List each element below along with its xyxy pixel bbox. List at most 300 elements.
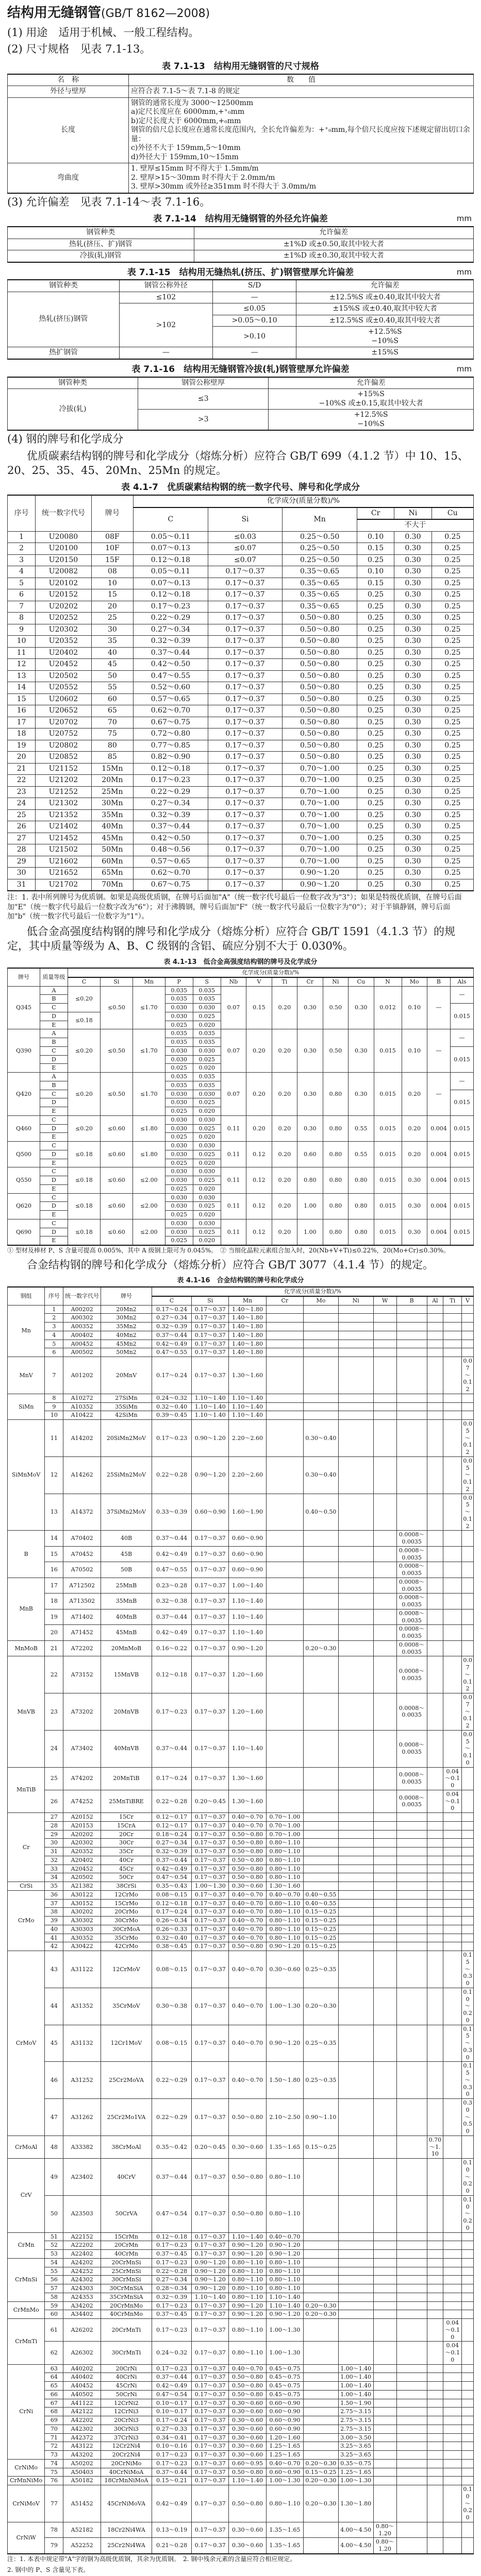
table-cell (338, 2342, 373, 2364)
table-row (8, 1115, 474, 1124)
table-cell: 0.030 (193, 1046, 221, 1055)
table-cell (427, 1562, 443, 1578)
table-cell: 0.08～0.15 (152, 1951, 192, 1988)
table-cell: 0.50～0.80 (283, 647, 357, 659)
table-cell: 7 (8, 601, 36, 613)
table-cell (462, 1942, 474, 1951)
table-cell: 10 (91, 578, 133, 589)
table-row (8, 1813, 474, 1822)
table-cell: 0.025 (193, 1176, 221, 1185)
table-cell (427, 2241, 443, 2250)
table-cell (443, 2408, 462, 2416)
table-cell (338, 1578, 373, 1594)
table-cell (443, 1323, 462, 1331)
table-cell: 1.00～1.30 (266, 2477, 303, 2485)
table-cell: 0.50 (323, 986, 348, 1029)
table-cell: 16 (45, 1562, 63, 1578)
table-row (8, 2293, 474, 2301)
table-cell: 65 (91, 705, 133, 717)
table-cell: 45Cr (101, 1865, 152, 1873)
table-cell (427, 1578, 443, 1594)
table-cell (396, 2485, 427, 2522)
table-cell: 37CrNi3 (101, 2433, 152, 2442)
table-cell: 29 (8, 856, 36, 868)
table-cell: 0.05～0.11 (134, 531, 208, 543)
table-cell: 15Cr (101, 1813, 152, 1822)
table-cell (443, 2276, 462, 2284)
table-cell: 0.07～0.12 (462, 1656, 474, 1693)
table-cell (443, 1420, 462, 1457)
table-cell (396, 2025, 427, 2062)
table-cell: ≤0.18 (68, 1167, 100, 1193)
table-cell: ≤0.07 (208, 554, 283, 566)
table-header-row (8, 74, 474, 86)
table-cell: 0.55 (349, 1115, 374, 1141)
table-cell: 0.40～0.70 (229, 1925, 266, 1934)
table-cell: ≤0.50 (100, 986, 132, 1029)
table-row (8, 163, 474, 193)
table-cell: C (40, 1219, 68, 1228)
table-cell: 0.90～1.20 (283, 868, 357, 879)
table-cell (338, 2195, 373, 2232)
table-cell (373, 1348, 396, 1357)
table-cell: 37 (45, 1899, 63, 1908)
table-cell (443, 2258, 462, 2267)
table-cell (462, 2477, 474, 2485)
table-cell (427, 2399, 443, 2408)
table-cell: A74202 (63, 1767, 101, 1790)
table-cell (373, 1331, 396, 1340)
table-cell: 0.17～0.37 (208, 821, 283, 833)
table-cell: 0.35～0.65 (283, 566, 357, 578)
table-cell: 0.25 (357, 589, 394, 601)
table-cell: 0.17～0.37 (208, 809, 283, 821)
table-cell (303, 1348, 338, 1357)
table-cell: ≤0.18 (68, 1012, 100, 1029)
table-cell (303, 1331, 338, 1340)
table-cell: 42 (45, 1942, 63, 1951)
table-cell: A31252 (63, 2062, 101, 2099)
table-cell: 0.12 (246, 1193, 272, 1219)
table-cell: 0.05～0.12 (462, 1456, 474, 1494)
table-cell: 0.17～0.37 (192, 1865, 229, 1873)
table-cell: 13 (8, 670, 36, 682)
table-cell: 0.025 (165, 1236, 193, 1245)
table-cell: 0.25 (432, 705, 473, 717)
table-cell: 0.17～0.37 (192, 2390, 229, 2399)
table-cell: — (212, 347, 296, 359)
table-cell: 40Mn2 (101, 1331, 152, 1340)
table-row (8, 879, 474, 891)
table-cell (396, 2459, 427, 2468)
table-cell: 0.17～0.37 (192, 2232, 229, 2241)
table-cell: 1.35～1.65 (266, 2522, 303, 2538)
column-header: Cu (432, 507, 473, 520)
table-cell: 0.20～0.30 (303, 2459, 338, 2468)
table-cell: 0.80～1.10 (266, 1925, 303, 1934)
table-row (8, 347, 474, 359)
table-cell (373, 1456, 396, 1494)
table-cell (303, 2425, 338, 2433)
table-cell (443, 2159, 462, 2196)
table-cell: 30CrMnTi (101, 2342, 152, 2364)
table-cell: 35CrMo (101, 1934, 152, 1942)
table-cell: 0.10～0.17 (152, 2408, 192, 2416)
table-cell (427, 2468, 443, 2477)
table-cell: 20CrMo (101, 1908, 152, 1917)
table-cell: A30202 (63, 1908, 101, 1917)
table-cell: 0.32～0.40 (152, 1402, 192, 1411)
table-cell: 0.40～0.70 (229, 2025, 266, 2062)
table-cell: 0.60～0.90 (266, 2416, 303, 2425)
table-cell: 0.25 (357, 624, 394, 636)
table-cell: 35CrMoV (101, 1988, 152, 2025)
table-cell (338, 1693, 373, 1731)
table-cell: A20153 (63, 1821, 101, 1830)
table-cell: 0.17～0.37 (208, 624, 283, 636)
table-cell: 0.17～0.24 (152, 1305, 192, 1314)
table-cell (427, 2522, 443, 2538)
table-cell (396, 1357, 427, 1394)
table-cell (373, 2451, 396, 2460)
table-cell: D (40, 1124, 68, 1133)
table-cell: 0.17～0.37 (192, 2399, 229, 2408)
table-cell: A73202 (63, 1693, 101, 1731)
table-cell (303, 1340, 338, 1348)
table-cell: 0.22～0.28 (152, 1456, 192, 1494)
table-row (8, 670, 474, 682)
table-cell: 0.70～1.00 (283, 798, 357, 810)
table-cell: 0.80 (323, 1193, 348, 1219)
table-cell (266, 1402, 303, 1411)
table-row (8, 2382, 474, 2391)
table-cell (462, 1411, 474, 1420)
table-cell: 0.17～0.37 (208, 578, 283, 589)
table-cell (427, 1402, 443, 1411)
table-cell (462, 2399, 474, 2408)
table-cell: 7 (45, 1357, 63, 1394)
table-cell: 0.50～0.80 (283, 728, 357, 740)
table-cell (427, 1357, 443, 1394)
table-cell: A71452 (63, 1625, 101, 1641)
table-cell (443, 1305, 462, 1314)
table-cell: 0.27～0.33 (152, 2425, 192, 2433)
table-cell (443, 2451, 462, 2460)
table-cell: 1.00～1.40 (338, 2364, 373, 2373)
table-cell: 0.25 (357, 879, 394, 891)
table-cell: 0.17～0.24 (152, 1767, 192, 1790)
table-cell (396, 1331, 427, 1340)
table-cell: 0.025 (165, 1021, 193, 1029)
table-cell: 1. 壁厚≤15mm 时不得大于 1.5mm/m 2. 壁厚>15～30mm 时不得大于 2.0mm/m 3. 壁厚>30mm 或外径≥351mm 时不得大于 3.0mm/m (129, 163, 474, 193)
table-row (8, 1167, 474, 1176)
table-cell (462, 2342, 474, 2364)
table-row (8, 613, 474, 624)
table-cell: 0.0008～0.0035 (396, 1546, 427, 1562)
table-cell (462, 1625, 474, 1641)
table-cell (373, 2159, 396, 2196)
column-header: Als (450, 977, 473, 986)
table-cell: 0.17～0.37 (208, 844, 283, 856)
table-row (8, 2442, 474, 2451)
table-cell: 25MnTiBRE (101, 1790, 152, 1812)
table-cell: B (40, 1081, 68, 1090)
table-row (8, 1656, 474, 1693)
table-cell: 20CrNi3 (101, 2416, 152, 2425)
table-cell: U21502 (36, 844, 91, 856)
table-cell: 0.17～0.37 (192, 1856, 229, 1865)
table-cell: 0.015 (374, 1142, 402, 1167)
table-cell: 0.015 (374, 1167, 402, 1193)
table-cell: — (450, 986, 473, 1004)
table-cell: 41 (45, 1934, 63, 1942)
table-cell: 0.25 (357, 798, 394, 810)
column-header: 钢管公称壁厚 (138, 377, 269, 389)
table-cell: Mn (8, 1305, 45, 1357)
table-cell (338, 1951, 373, 1988)
table-cell: 0.17～0.37 (192, 1546, 229, 1562)
table-cell (462, 2538, 474, 2554)
table-note: 注：1. 表中所列牌号为优质钢。如果是高级优质钢，在牌号后面加"A"（统一数字代号最后一位数字改为"3"）；如果是特级优质钢，在牌号后面加"E"（统一数字代号最后一位数字改为"6"）；对于沸腾钢，牌号后面加"F"（统一数字代号最后一位数字为"0"）；对于半镇静钢，牌号后面加"b"（统一数字代号最后一位数字为"1"）。 (7, 893, 462, 921)
table-cell: 0.25 (432, 647, 473, 659)
table-cell (303, 1693, 338, 1731)
table-cell: 0.20 (246, 1115, 272, 1141)
table-cell (427, 1531, 443, 1547)
table-row (8, 1348, 474, 1357)
table-cell: CrMo (8, 1890, 45, 1951)
table-cell: 0.035 (165, 1073, 193, 1081)
table-row (8, 1951, 474, 1988)
table-cell: 15F (91, 554, 133, 566)
table-cell: 55 (91, 682, 133, 694)
table-cell (443, 1546, 462, 1562)
table-cell: A20502 (63, 1873, 101, 1882)
table-cell: 60 (91, 693, 133, 705)
table-cell: 0.25 (357, 740, 394, 752)
table-cell (338, 1562, 373, 1578)
table-cell: 12 (45, 1456, 63, 1494)
table-cell (266, 1494, 303, 1531)
table-cell (373, 1323, 396, 1331)
table-cell: 0.22～0.29 (134, 786, 208, 798)
table-row (8, 2159, 474, 2196)
table-cell: 0.25～0.50 (283, 554, 357, 566)
column-header: Mn (229, 1296, 266, 1305)
table-cell: 0.17～0.37 (192, 1640, 229, 1656)
table-cell: 0.30 (394, 844, 432, 856)
table-cell (462, 2408, 474, 2416)
table-cell (338, 1730, 373, 1767)
table-cell: 0.12～0.18 (152, 1656, 192, 1693)
table-cell (443, 1821, 462, 1830)
table-cell (462, 2364, 474, 2373)
table-cell: 45Mn2 (101, 1340, 152, 1348)
table-cell: 14 (45, 1531, 63, 1547)
table-cell: 0.80～1.10 (266, 1899, 303, 1908)
table-cell (303, 1830, 338, 1839)
table-cell (396, 1856, 427, 1865)
table-cell: 12 (8, 659, 36, 671)
table-cell: 0.25 (357, 647, 394, 659)
table-cell: 2.20～2.60 (229, 1456, 266, 1494)
table-cell (266, 1562, 303, 1578)
table-cell: A00352 (63, 1323, 101, 1331)
table-cell (373, 1640, 396, 1656)
table-cell: 0.17～0.37 (192, 2025, 229, 2062)
table-cell: 0.17～0.37 (192, 1839, 229, 1848)
table-cell: 热扩钢管 (8, 347, 120, 359)
table-cell: 0.40～0.70 (266, 1890, 303, 1899)
table-cell: A40502 (63, 2390, 101, 2399)
table-cell: 0.25 (357, 856, 394, 868)
table-cell (427, 2416, 443, 2425)
table-cell: 35 (45, 1882, 63, 1891)
table-cell: 0.21～0.28 (152, 2538, 192, 2554)
table-cell: 0.20～0.30 (303, 2485, 338, 2522)
table-row (8, 2250, 474, 2259)
table-cell: 0.10 (402, 986, 427, 1029)
table-cell (462, 1609, 474, 1625)
table-cell: 0.26～0.34 (152, 1917, 192, 1925)
table-cell: 0.27～0.34 (152, 1839, 192, 1848)
table-cell: 0.015 (374, 1073, 402, 1116)
table-cell: 0.17～0.37 (208, 566, 283, 578)
table-cell: 8 (8, 613, 36, 624)
table-body (8, 292, 474, 359)
table-cell (443, 2382, 462, 2391)
table-cell: 45MnB (101, 1625, 152, 1641)
table-cell (303, 2390, 338, 2399)
table-cell: 44 (45, 1988, 63, 2025)
table-cell (338, 2241, 373, 2250)
table-cell (303, 1790, 338, 1812)
table-cell: 0.42～0.49 (152, 1340, 192, 1348)
table-cell: ≤0.18 (68, 1142, 100, 1167)
column-header: V (462, 1296, 474, 1305)
table-cell (443, 2099, 462, 2136)
table-cell (443, 1839, 462, 1848)
table-note: 注：1. 本表中规定带"A"字的钢为高级优质钢，其余为优质钢。 2. 钢中残余元素的含量应符合相应规定。 (7, 2555, 296, 2563)
column-header: Si (100, 977, 132, 986)
table-cell: A24252 (63, 2267, 101, 2276)
table-cell: 75 (45, 2468, 63, 2477)
table-cell: 5 (45, 1340, 63, 1348)
table-cell: 17 (45, 1578, 63, 1594)
table-cell (373, 1813, 396, 1822)
table-cell: 11 (8, 647, 36, 659)
table-cell: 0.025 (193, 1228, 221, 1236)
table-cell: 0.72～0.80 (134, 728, 208, 740)
table-cell (396, 1873, 427, 1882)
table-cell: 35Cr (101, 1848, 152, 1856)
table-cell: 0.17～0.37 (192, 2522, 229, 2538)
table-cell: 0.07～0.12 (462, 1693, 474, 1731)
table-cell: 0.42～0.49 (152, 1865, 192, 1873)
table-row (8, 705, 474, 717)
table-cell (266, 1420, 303, 1457)
table-cell: 0.30～0.60 (229, 2408, 266, 2416)
table-cell: 0.80～1.10 (229, 2293, 266, 2301)
table-cell: A20202 (63, 1830, 101, 1839)
table-row (8, 389, 474, 410)
table-cell: 47 (45, 2099, 63, 2136)
table-cell: 0.17～0.24 (152, 2416, 192, 2425)
table-cell: 63 (45, 2364, 63, 2373)
table-cell: D (40, 1150, 68, 1159)
table-cell: 0.30～0.60 (229, 2416, 266, 2425)
table-cell: 0.17～0.23 (152, 2241, 192, 2250)
table-cell: 0.60～0.90 (266, 2408, 303, 2416)
table-cell: MnMoB (8, 1640, 45, 1656)
table-row (8, 2099, 474, 2136)
table-cell: 0.30 (394, 578, 432, 589)
table-cell (338, 1908, 373, 1917)
table-cell: 0.030 (165, 1150, 193, 1159)
table-cell: A43202 (63, 2451, 101, 2460)
table-cell: 0.30 (394, 543, 432, 555)
table-cell: A23503 (63, 2195, 101, 2232)
table-cell: 0.17～0.23 (152, 1693, 192, 1731)
table-row (8, 589, 474, 601)
table-cell: 0.90～1.20 (266, 1942, 303, 1951)
table-cell (443, 2459, 462, 2468)
table-cell (338, 1656, 373, 1693)
table-cell: 0.17～0.37 (208, 636, 283, 648)
table-row (8, 717, 474, 728)
table-cell (396, 1890, 427, 1899)
table-row (8, 2136, 474, 2158)
table-cell (373, 2232, 396, 2241)
table-cell: A31132 (63, 2025, 101, 2062)
table-cell: B (40, 1038, 68, 1047)
table-cell: 40Cr (101, 1856, 152, 1865)
table-body (8, 389, 474, 431)
table-cell (427, 1890, 443, 1899)
table-cell (303, 1730, 338, 1767)
table-cell: 0.015 (450, 1090, 473, 1115)
table-cell: Q420 (8, 1073, 40, 1116)
table-cell: 0.60～0.90 (266, 2468, 303, 2477)
table-cell: 18 (45, 1594, 63, 1609)
table-cell: 18CrMnNiMoA (101, 2477, 152, 2485)
table-cell: Q390 (8, 1029, 40, 1073)
table-cell: 0.80 (323, 1142, 348, 1167)
table-cell: A34202 (63, 2301, 101, 2310)
table-cell: U20802 (36, 740, 91, 752)
table-cell (373, 1830, 396, 1839)
table-cell: U20652 (36, 705, 91, 717)
table-cell: 20CrNi (101, 2364, 152, 2373)
table-cell: 0.70～1.00 (266, 1830, 303, 1839)
table-cell (396, 2342, 427, 2364)
table-cell: 0.17～0.37 (192, 1917, 229, 1925)
table-cell: A50202 (63, 2459, 101, 2468)
table-cell: 40CrNiMoA (101, 2468, 152, 2477)
table-cell (462, 2267, 474, 2276)
table-cell: 0.17～0.37 (192, 1578, 229, 1594)
table-cell: 0.50～0.80 (229, 2373, 266, 2382)
column-header: 钢组 (8, 1287, 45, 1305)
table-cell: C (40, 1167, 68, 1176)
table-cell: 0.17～0.37 (208, 879, 283, 891)
table-cell: 0.15～0.30 (462, 1951, 474, 1988)
table-cell: 0.35～0.65 (283, 601, 357, 613)
column-header: 序号 (45, 1287, 63, 1305)
table-cell: 0.17～0.37 (192, 2408, 229, 2416)
table-row (8, 1830, 474, 1839)
table-cell (303, 1656, 338, 1693)
table-cell (338, 2293, 373, 2301)
